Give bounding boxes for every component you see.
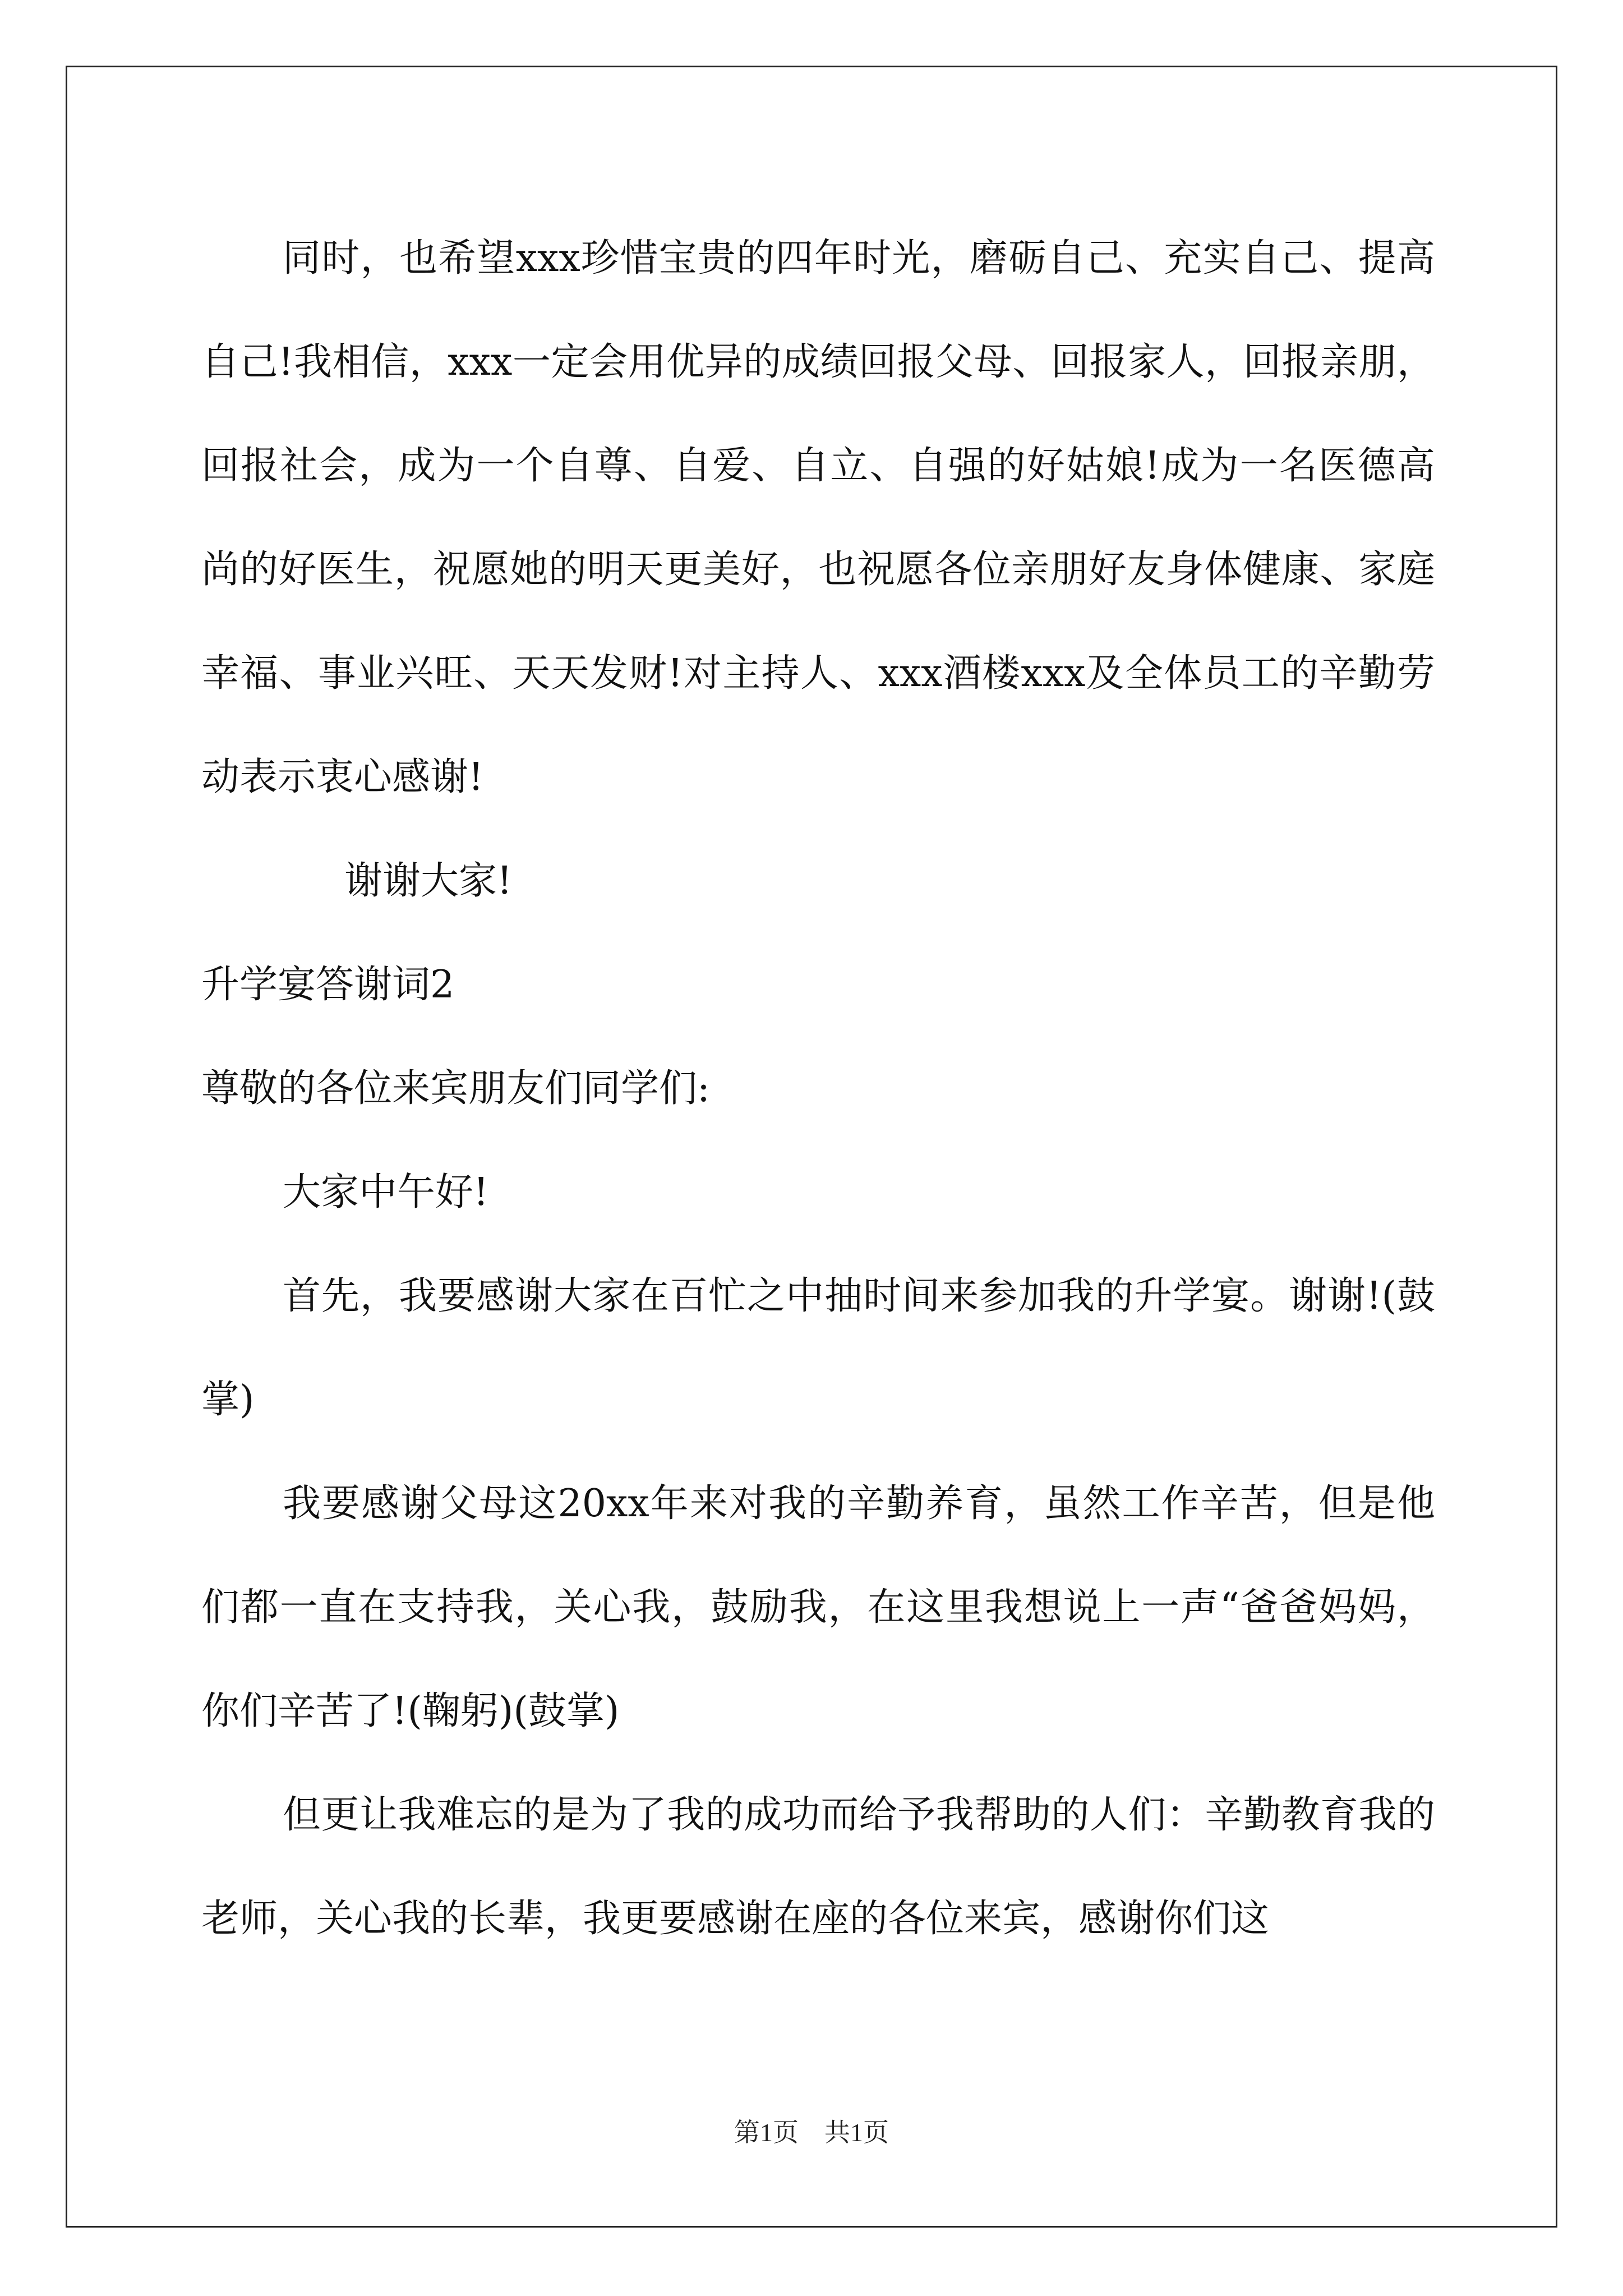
greeting: 大家中午好!	[283, 1170, 489, 1214]
paragraph-thanks-helpers: 但更让我难忘的是为了我的成功而给予我帮助的人们：辛勤教育我的老师，关心我的长辈，我更要感谢在座的各位来宾，感谢你们这	[201, 1793, 1435, 1941]
page-footer: 第1页 共1页	[734, 2118, 889, 2147]
paragraph-wishes: 同时，也希望xxx珍惜宝贵的四年时光，磨砺自己、充实自己、提高自己!我相信，xxx一定会用优异的成绩回报父母、回报家人，回报亲朋，回报社会，成为一个自尊、自爱、自立、自强的好姑娘!成为一名医德高尚的好医生，祝愿她的明天更美好，也祝愿各位亲朋好友身体健康、家庭幸福、事业兴旺、天天发财!对主持人、xxx酒楼xxx及全体员工的辛勤劳动表示衷心感谢!	[201, 236, 1435, 799]
salutation: 尊敬的各位来宾朋友们同学们:	[201, 1066, 710, 1111]
paragraph-thanks-attendance: 首先，我要感谢大家在百忙之中抽时间来参加我的升学宴。谢谢!(鼓掌)	[201, 1274, 1435, 1422]
paragraph-thanks-all: 谢谢大家!	[344, 859, 513, 903]
section-title: 升学宴答谢词2	[201, 963, 455, 1007]
document-body	[201, 206, 1435, 1971]
paragraph-thanks-parents: 我要感谢父母这20xx年来对我的辛勤养育，虽然工作辛苦，但是他们都一直在支持我，关心我，鼓励我，在这里我想说上一声“爸爸妈妈，你们辛苦了!(鞠躬)(鼓掌)	[201, 1481, 1435, 1733]
